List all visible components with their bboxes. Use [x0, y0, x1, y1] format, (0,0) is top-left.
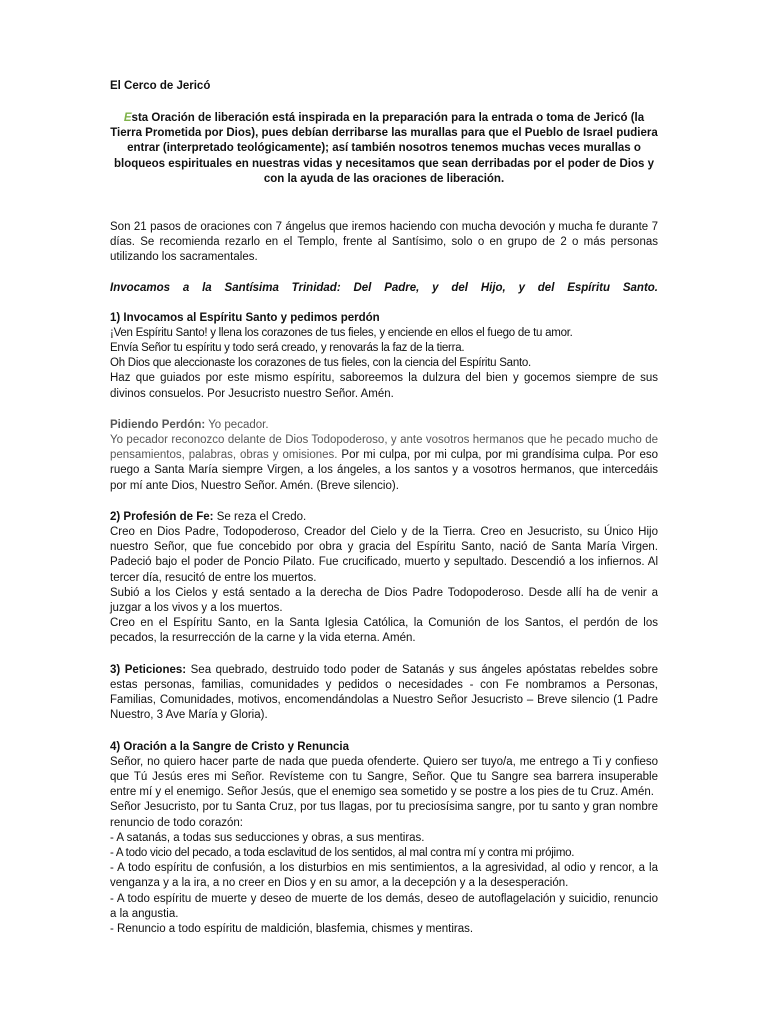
section-2-paragraph: Subió a los Cielos y está sentado a la derecha de Dios Padre Todopoderoso. Desde allí ha de venir a juzgar a los vivos y a los muertos. — [110, 586, 658, 615]
section-2-paragraph: Creo en Dios Padre, Todopoderoso, Creador del Cielo y de la Tierra. Creo en Jesucristo, su Único Hijo nuestro Señor, que fue concebido por obra y gracia del Espíritu Santo, nació de Santa María Virgen. Padeció bajo el poder de Poncio Pilato. Fue crucificado, muerto y sepultado. Descendió a los infiernos. Al tercer día, resucitó de entre los muertos. — [110, 526, 658, 584]
pidiendo-perdon-text — [110, 433, 658, 494]
renuncia-item: - A todo vicio del pecado, a toda esclavitud de los sentidos, al mal contra mí y contra mi prójimo. — [110, 846, 575, 859]
section-1-line: Oh Dios que aleccionaste los corazones de tus fieles, con la ciencia del Espíritu Santo. — [110, 357, 531, 370]
section-1 — [110, 311, 658, 402]
pidiendo-perdon-label: Pidiendo Perdón: — [110, 418, 206, 431]
section-3 — [110, 663, 658, 724]
description-paragraph: Son 21 pasos de oraciones con 7 ángelus que iremos haciendo con mucha devoción y mucha fe durante 7 días. Se recomienda rezarlo en el Templo, frente al Santísimo, solo o en grupo de 2 o más personas utilizando los sacramentales. — [110, 221, 658, 264]
pidiendo-perdon-value: Yo pecador. — [205, 418, 269, 431]
section-3-text: Sea quebrado, destruido todo poder de Satanás y sus ángeles apóstatas rebeldes sobre estas personas, familias, comunidades y pedidos o necesidades - con Fe nombramos a Personas, Familias, Comunidades, motivos, encomendándolas a Nuestro Señor Jesucristo – Breve silencio (1 Padre Nuestro, 3 Ave María y Gloria). — [110, 663, 658, 722]
pidiendo-perdon-heading — [110, 418, 658, 433]
intro-paragraph — [110, 111, 658, 187]
section-2-paragraph: Creo en el Espíritu Santo, en la Santa Iglesia Católica, la Comunión de los Santos, el perdón de los pecados, la resurrección de la carne y la vida eterna. Amén. — [110, 617, 658, 645]
section-4-heading: 4) Oración a la Sangre de Cristo y Renuncia — [110, 740, 350, 753]
section-1-paragraph: Haz que guiados por este mismo espíritu, saboreemos la dulzura del bien y gocemos siempre de sus divinos consuelos. Por Jesucristo nuestro Señor. Amén. — [110, 372, 658, 400]
intro-text: sta Oración de liberación está inspirada en la preparación para la entrada o toma de Jericó (la Tierra Prometida por Dios), pues debían derribarse las murallas para que el Pueblo de Israel pudiera entrar (interpretado teológicamente); así también nosotros tenemos muchas veces murallas o bloqueos espirituales en nuestras vidas y necesitamos que sean derribadas por el poder de Dios y con la ayuda de las oraciones de liberación. — [110, 112, 658, 185]
renuncia-item: - Renuncio a todo espíritu de maldición, blasfemia, chismes y mentiras. — [110, 922, 474, 935]
section-2-heading-rest: Se reza el Credo. — [213, 510, 307, 523]
renuncia-item: - A todo espíritu de confusión, a los disturbios en mis sentimientos, a la agresividad, al odio y rencor, a la venganza y a la ira, a no creer en Dios y en su amor, a la decepción y a la desesperación. — [110, 862, 658, 890]
invocation-line: Invocamos a la Santísima Trinidad: Del Padre, y del Hijo, y del Espíritu Santo. — [110, 281, 658, 294]
section-4-paragraph: Señor Jesucristo, por tu Santa Cruz, por tus llagas, por tu preciosísima sangre, por tu santo y gran nombre renuncio de todo corazón: — [110, 801, 658, 829]
pidiendo-perdon-text-black: Por mi culpa, por mi culpa, por mi grandísima culpa. Por eso ruego a Santa María siempre Virgen, a los ángeles, a los santos y a vosotros hermanos, que intercedáis por mí ante Dios, Nuestro Señor. Amén. (Breve silencio). — [110, 449, 658, 492]
section-2-heading: 2) Profesión de Fe: — [110, 510, 214, 523]
section-2-heading-line — [110, 510, 658, 525]
pidiendo-perdon-text-gray: Yo pecador reconozco delante de Dios Todopoderoso, y ante vosotros hermanos que he pecado mucho de pensamientos, palabras, obras y omisiones. — [110, 434, 658, 462]
section-1-line: Envía Señor tu espíritu y todo será creado, y renovarás la faz de la tierra. — [110, 342, 465, 355]
renuncia-item: - A satanás, a todas sus seducciones y obras, a sus mentiras. — [110, 831, 425, 844]
section-4-paragraph: Señor, no quiero hacer parte de nada que pueda ofenderte. Quiero ser tuyo/a, me entrego a Ti y confieso que Tú Jesús eres mi Señor. Revísteme con tu Sangre, Señor. Que tu Sangre sea barrera insuperable entre mí y el enemigo. Señor Jesús, que el enemigo sea sometido y se postre a los pies de tu Cruz. Amén. — [110, 755, 658, 799]
section-3-heading: 3) Peticiones: — [110, 663, 187, 676]
document-title: El Cerco de Jericó — [110, 80, 211, 92]
section-4 — [110, 740, 658, 938]
section-1-line: ¡Ven Espíritu Santo! y llena los corazones de tus fieles, y enciende en ellos el fuego de tu amor. — [110, 326, 573, 339]
section-1-heading: 1) Invocamos al Espíritu Santo y pedimos perdón — [110, 311, 380, 324]
intro-first-letter: E — [123, 112, 132, 124]
renuncia-item: - A todo espíritu de muerte y deseo de muerte de los demás, deseo de autoflagelación y suicidio, renuncio a la angustia. — [110, 892, 658, 920]
section-2 — [110, 510, 658, 647]
pidiendo-perdon-section — [110, 418, 658, 494]
